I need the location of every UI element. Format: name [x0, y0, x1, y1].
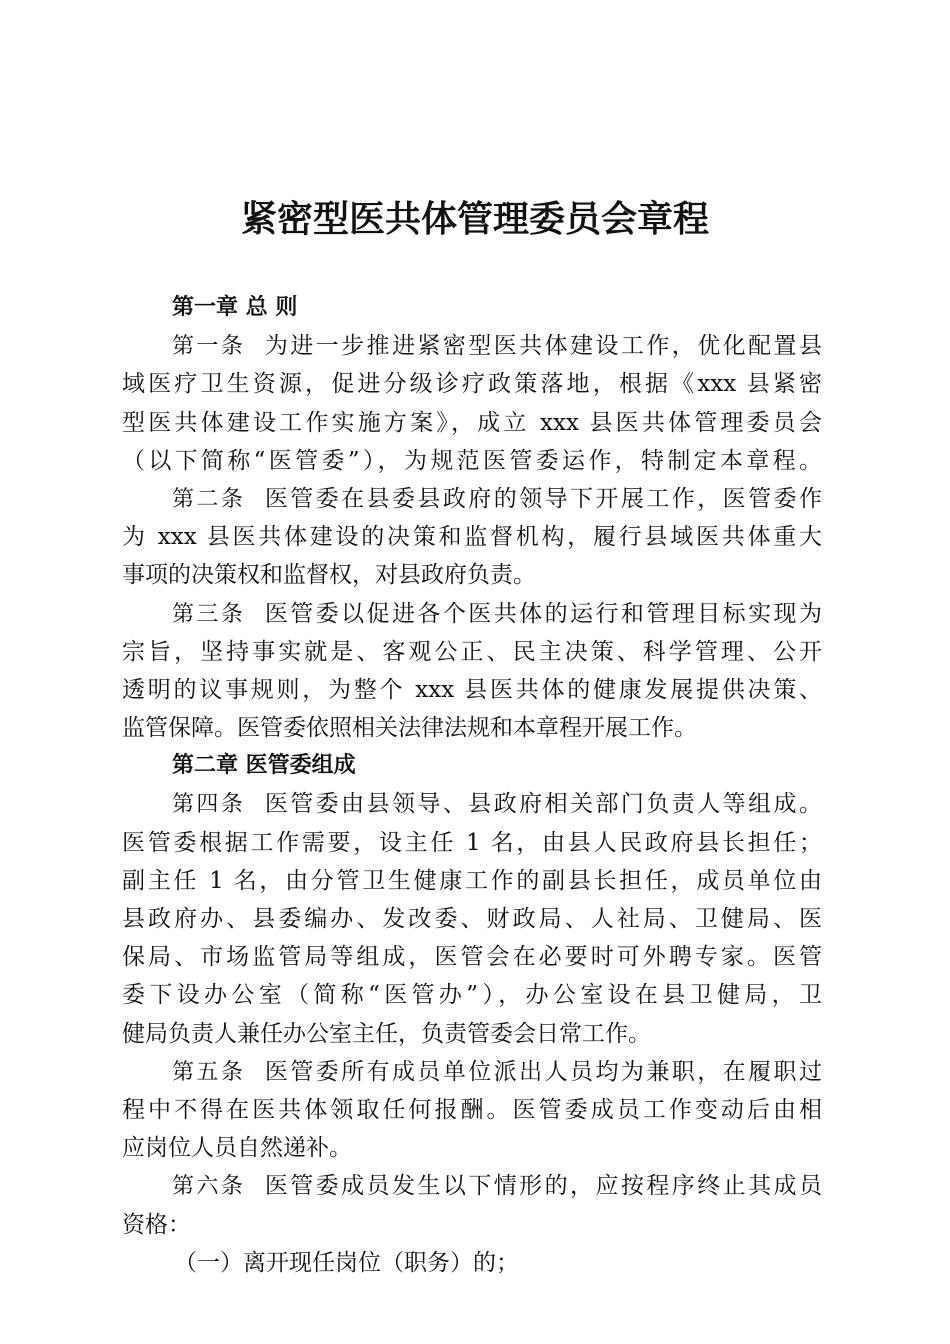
article-6-line-2: 资格： [122, 1211, 191, 1238]
article-4-line-7: 健局负责人兼任办公室主任，负责管委会日常工作。 [122, 1020, 651, 1047]
article-2-text: 医管委在县委县政府的领导下开展工作，医管委作 [264, 485, 822, 512]
article-2-label: 第二条 [172, 486, 246, 512]
article-5-line-3: 应岗位人员自然递补。 [122, 1135, 352, 1162]
article-6-item-1: （一）离开现任岗位（职务）的； [174, 1249, 519, 1276]
article-6-label: 第六条 [172, 1174, 246, 1200]
article-2-line-3: 事项的决策权和监督权，对县政府负责。 [122, 562, 536, 589]
document-title: 紧密型医共体管理委员会章程 [240, 198, 709, 240]
article-3-line-1 [122, 595, 822, 633]
article-4-line-4: 县政府办、县委编办、发改委、财政局、人社局、卫健局、医 [122, 906, 822, 932]
article-3-label: 第三条 [172, 601, 246, 627]
article-4-line-2: 医管委根据工作需要，设主任 1 名，由县人民政府县长担任； [122, 829, 822, 856]
article-3-line-4: 监管保障。医管委依照相关法律法规和本章程开展工作。 [122, 715, 697, 742]
article-1-line-3: 型医共体建设工作实施方案》，成立 xxx 县医共体管理委员会 [122, 409, 822, 436]
chapter-1-heading: 第一章 总 则 [172, 295, 298, 320]
article-4-line-6: 委下设办公室（简称“医管办”），办公室设在县卫健局，卫 [122, 982, 822, 1009]
article-5-label: 第五条 [172, 1059, 246, 1085]
article-5-line-1 [122, 1053, 822, 1091]
document-body [122, 289, 822, 1282]
article-3-line-2: 宗旨，坚持事实就是、客观公正、民主决策、科学管理、公开 [122, 638, 822, 665]
chapter-2-heading: 第二章 医管委组成 [172, 753, 356, 779]
article-5-text: 医管委所有成员单位派出人员均为兼职，在履职过 [264, 1058, 822, 1085]
article-3-line-3: 透明的议事规则，为整个 xxx 县医共体的健康发展提供决策、 [122, 676, 822, 703]
article-1-line-2: 域医疗卫生资源，促进分级诊疗政策落地，根据《xxx 县紧密 [122, 371, 822, 398]
article-1-line-1 [122, 327, 822, 365]
article-4-label: 第四条 [172, 792, 246, 818]
article-6-line-1 [122, 1167, 822, 1205]
article-2-line-1 [122, 480, 822, 518]
article-4-text: 医管委由县领导、县政府相关部门负责人等组成。 [264, 791, 822, 818]
article-1-line-4: （以下简称“医管委”），为规范医管委运作，特制定本章程。 [122, 447, 822, 474]
article-3-text: 医管委以促进各个医共体的运行和管理目标实现为 [264, 600, 822, 627]
article-2-line-2: 为 xxx 县医共体建设的决策和监督机构，履行县域医共体重大 [122, 524, 822, 551]
article-1-label: 第一条 [172, 334, 246, 360]
article-5-line-2: 程中不得在医共体领取任何报酬。医管委成员工作变动后由相 [122, 1096, 822, 1123]
article-4-line-3: 副主任 1 名，由分管卫生健康工作的副县长担任，成员单位由 [122, 867, 822, 894]
article-6-text: 医管委成员发生以下情形的，应按程序终止其成员 [264, 1173, 822, 1200]
article-1-text: 为进一步推进紧密型医共体建设工作，优化配置县 [264, 333, 822, 360]
article-4-line-1 [122, 785, 822, 823]
article-4-line-5: 保局、市场监管局等组成，医管会在必要时可外聘专家。医管 [122, 944, 822, 971]
